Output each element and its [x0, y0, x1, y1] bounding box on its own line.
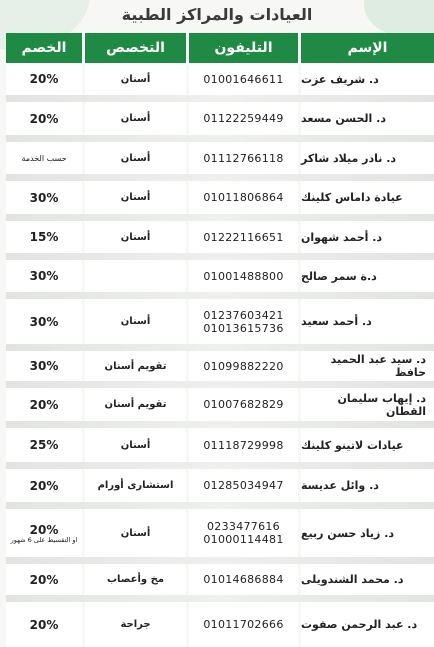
clinic-name: د. أحمد سعيد [298, 299, 434, 344]
clinics-table [6, 33, 434, 632]
discount-cell [6, 509, 82, 557]
phone-cell [186, 388, 298, 421]
phone-cell [186, 181, 298, 214]
phone-number: 01007682829 [203, 398, 284, 411]
header-phone: التليفون [186, 33, 298, 63]
table-row [6, 351, 434, 381]
row-separator [6, 253, 434, 260]
discount-value: 20% [29, 72, 59, 86]
phone-number: 01011806864 [203, 191, 284, 204]
specialty: مخ وأعصاب [82, 564, 186, 595]
discount-value: 20% [29, 397, 59, 412]
clinic-name: د. شريف عزت [298, 63, 434, 95]
clinic-name: عيادات لاتينو كلينك [298, 428, 434, 462]
specialty: أسنان [82, 102, 186, 135]
table-row [6, 428, 434, 462]
discount-value: 20% [29, 572, 59, 587]
specialty: أسنان [82, 181, 186, 214]
discount-value: 20% [29, 478, 59, 493]
discount-value: 30% [29, 359, 59, 373]
discount-value: 30% [29, 190, 59, 205]
specialty: أسنان [82, 221, 186, 253]
row-separator [6, 381, 434, 388]
table-header [6, 33, 434, 63]
clinic-name: د.ة سمر صالح [298, 260, 434, 292]
specialty: استشارى أورام [82, 469, 186, 502]
row-separator [6, 595, 434, 602]
row-separator [6, 174, 434, 181]
specialty: أسنان [82, 63, 186, 95]
row-separator [6, 344, 434, 351]
row-separator [6, 557, 434, 564]
discount-value: 20% [29, 111, 59, 126]
table-row [6, 102, 434, 135]
row-separator [6, 292, 434, 299]
phone-cell [186, 299, 298, 344]
discount-value: 20% [29, 617, 59, 632]
specialty [82, 260, 186, 292]
table-row [6, 509, 434, 557]
table-row [6, 602, 434, 647]
specialty: أسنان [82, 299, 186, 344]
phone-cell [186, 509, 298, 557]
header-discount: الخصم [6, 33, 82, 63]
phone-cell [186, 602, 298, 647]
row-separator [6, 421, 434, 428]
phone-number: 01001646611 [203, 72, 284, 86]
phone-number: 01112766118 [203, 151, 284, 165]
clinic-name: عيادة داماس كلينك [298, 181, 434, 214]
table-row [6, 299, 434, 344]
clinic-name: د. وائل عديسة [298, 469, 434, 502]
specialty: تقويم أسنان [82, 388, 186, 421]
table-row [6, 221, 434, 253]
row-separator [6, 135, 434, 142]
discount-value: 20% [29, 522, 59, 537]
clinic-name: د. نادر ميلاد شاكر [298, 142, 434, 174]
clinic-name: د. محمد الشندويلى [298, 564, 434, 595]
phone-number: 01222116651 [203, 230, 284, 244]
discount-cell [6, 388, 82, 421]
specialty: جراحة [82, 602, 186, 647]
discount-cell [6, 564, 82, 595]
specialty: أسنان [82, 142, 186, 174]
discount-value: 15% [29, 230, 59, 244]
phone-number: 01237603421 [203, 308, 284, 322]
discount-cell [6, 299, 82, 344]
discount-cell [6, 181, 82, 214]
clinic-name: د. عبد الرحمن صفوت [298, 602, 434, 647]
table-row [6, 388, 434, 421]
specialty: أسنان [82, 509, 186, 557]
discount-cell [6, 351, 82, 381]
phone-number: 01000114481 [203, 533, 284, 546]
phone-cell [186, 351, 298, 381]
clinic-name: د. أحمد شهوان [298, 221, 434, 253]
phone-number: 01099882220 [203, 359, 284, 373]
specialty: تقويم أسنان [82, 351, 186, 381]
row-separator [6, 462, 434, 469]
phone-cell [186, 63, 298, 95]
discount-cell [6, 469, 82, 502]
phone-cell [186, 260, 298, 292]
header-specialty: التخصص [82, 33, 186, 63]
phone-number: 01013615736 [203, 321, 284, 335]
phone-cell [186, 564, 298, 595]
phone-number: 01011702666 [203, 618, 284, 631]
row-separator [6, 214, 434, 221]
phone-number: 01001488800 [203, 269, 284, 283]
phone-cell [186, 469, 298, 502]
discount-cell [6, 142, 82, 174]
discount-value: 25% [29, 438, 59, 452]
phone-number: 01122259449 [203, 112, 284, 125]
discount-value: 30% [29, 269, 59, 283]
phone-number: 01014686884 [203, 573, 284, 586]
discount-cell [6, 221, 82, 253]
phone-cell [186, 428, 298, 462]
phone-cell [186, 102, 298, 135]
table-row [6, 260, 434, 292]
discount-value: حسب الخدمة [21, 153, 67, 163]
table-row [6, 63, 434, 95]
header-name: الإسم [298, 33, 434, 63]
specialty: أسنان [82, 428, 186, 462]
discount-cell [6, 102, 82, 135]
phone-cell [186, 142, 298, 174]
phone-cell [186, 221, 298, 253]
phone-number: 0233477616 [207, 520, 280, 533]
row-separator [6, 95, 434, 102]
phone-number: 01118729998 [203, 438, 284, 452]
table-row [6, 142, 434, 174]
clinic-name: د. زياد حسن ربيع [298, 509, 434, 557]
phone-number: 01285034947 [203, 479, 284, 492]
table-row [6, 181, 434, 214]
discount-cell [6, 602, 82, 647]
row-separator [6, 502, 434, 509]
discount-cell [6, 63, 82, 95]
clinic-name: د. الحسن مسعد [298, 102, 434, 135]
discount-cell [6, 260, 82, 292]
discount-note: او التقسيط على 6 شهور [10, 535, 78, 544]
clinic-name: د. سيد عبد الحميد حافظ [298, 351, 434, 381]
discount-value: 30% [29, 314, 59, 329]
page-title: العيادات والمراكز الطبية [121, 5, 313, 24]
table-row [6, 564, 434, 595]
discount-cell [6, 428, 82, 462]
clinic-name: د. إيهاب سليمان القطان [298, 388, 434, 421]
table-row [6, 469, 434, 502]
